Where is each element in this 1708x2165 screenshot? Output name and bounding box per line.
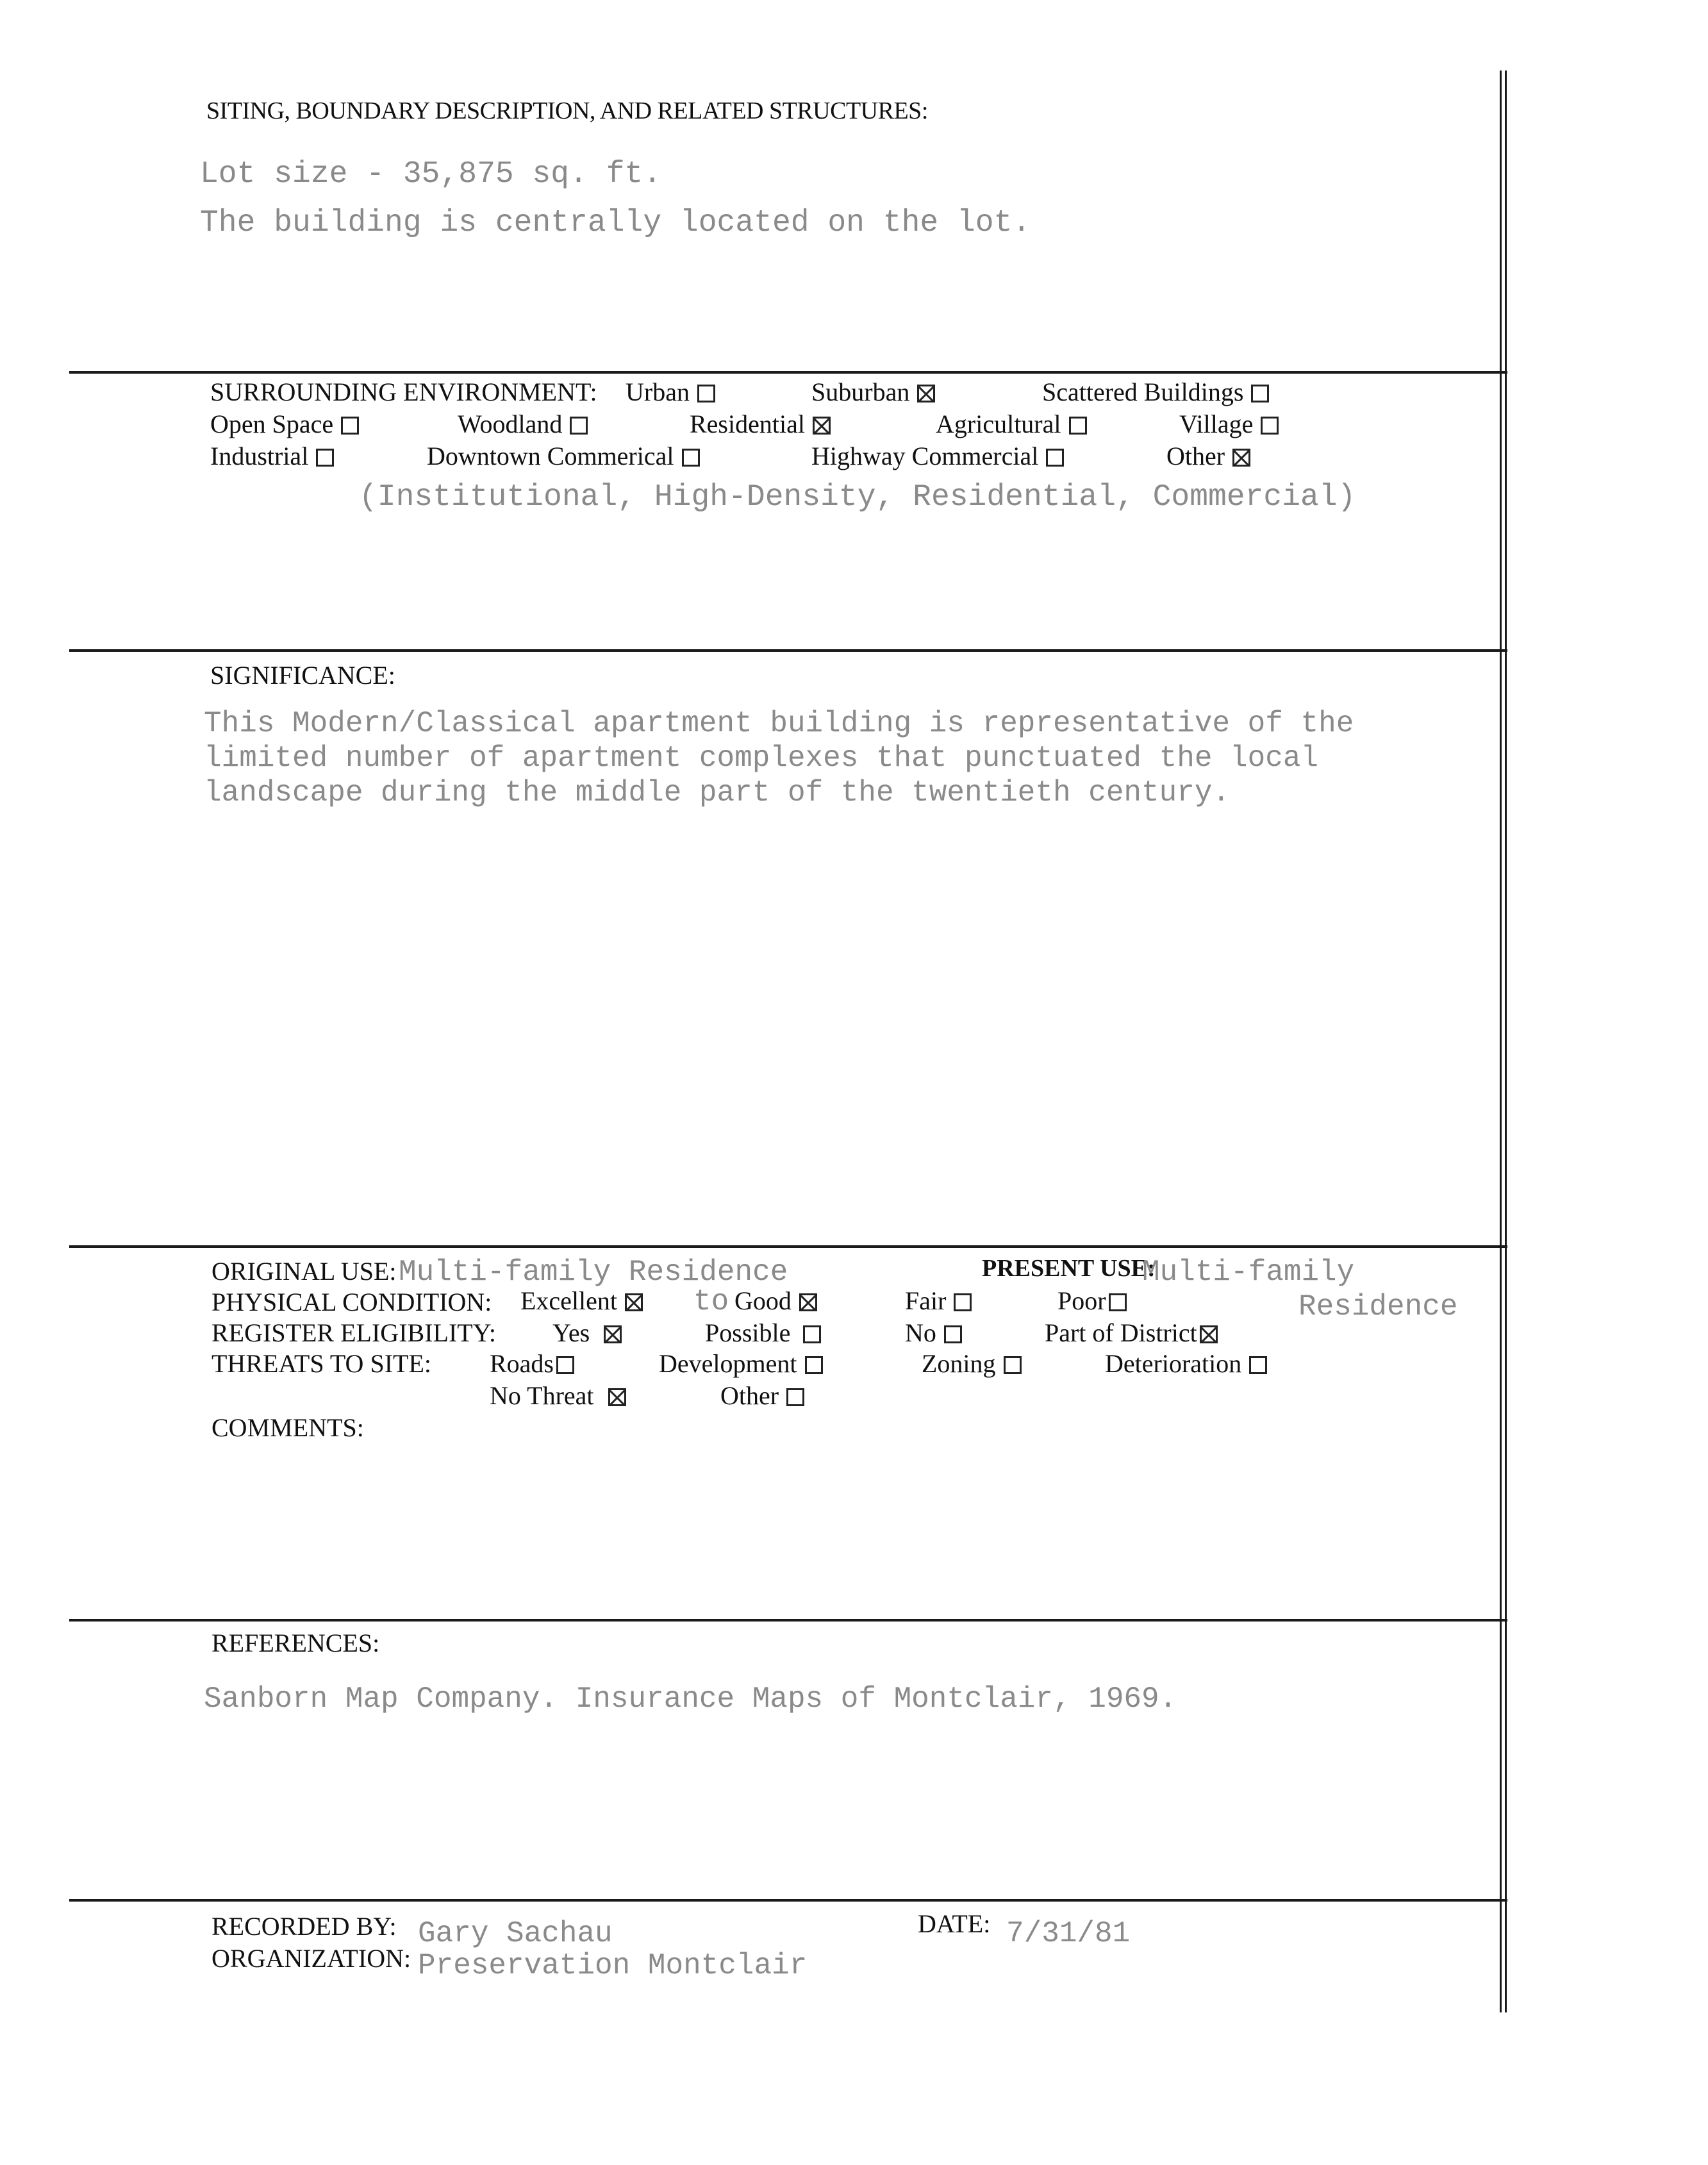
condition-fair[interactable]: Fair <box>905 1286 972 1316</box>
scattered-checkbox[interactable] <box>1251 385 1269 402</box>
references-text: Sanborn Map Company. Insurance Maps of Montclair, 1969. <box>204 1682 1177 1716</box>
env-option-highway[interactable]: Highway Commercial <box>811 441 1064 472</box>
eligibility-no[interactable]: No <box>905 1318 962 1348</box>
village-checkbox[interactable] <box>1261 417 1279 435</box>
urban-checkbox[interactable] <box>697 385 715 402</box>
organization-value: Preservation Montclair <box>418 1949 808 1982</box>
excellent-checkbox[interactable] <box>625 1293 643 1311</box>
eligibility-district[interactable]: Part of District <box>1045 1318 1218 1348</box>
development-checkbox[interactable] <box>805 1356 823 1374</box>
roads-checkbox[interactable] <box>556 1356 574 1374</box>
eligibility-possible[interactable]: Possible <box>705 1318 821 1348</box>
threat-other-checkbox[interactable] <box>786 1388 804 1406</box>
physical-condition-label: PHYSICAL CONDITION: <box>211 1288 492 1316</box>
divider-use <box>69 1619 1507 1622</box>
yes-checkbox[interactable] <box>604 1325 622 1343</box>
env-option-residential[interactable]: Residential <box>690 409 831 440</box>
poor-checkbox[interactable] <box>1109 1293 1127 1311</box>
threat-roads[interactable]: Roads <box>490 1348 574 1379</box>
threat-zoning[interactable]: Zoning <box>922 1348 1022 1379</box>
suburban-checkbox[interactable] <box>917 385 935 402</box>
threats-label: THREATS TO SITE: <box>211 1349 431 1378</box>
siting-heading: SITING, BOUNDARY DESCRIPTION, AND RELATED STRUCTURES: <box>206 97 928 124</box>
recorded-by-value: Gary Sachau <box>418 1917 613 1950</box>
present-use-value-line2: Residence <box>1298 1290 1458 1323</box>
date-label: DATE: <box>918 1909 991 1938</box>
recorded-by-label: RECORDED BY: <box>211 1912 397 1941</box>
other-checkbox[interactable] <box>1232 449 1250 467</box>
significance-heading: SIGNIFICANCE: <box>210 661 395 690</box>
siting-line: The building is centrally located on the lot. <box>200 206 1031 240</box>
industrial-checkbox[interactable] <box>316 449 334 467</box>
threat-no-threat[interactable]: No Threat <box>490 1381 626 1411</box>
divider-siting <box>69 371 1507 374</box>
residential-checkbox[interactable] <box>813 417 831 435</box>
condition-poor[interactable]: Poor <box>1057 1286 1127 1316</box>
env-option-industrial[interactable]: Industrial <box>210 441 334 472</box>
env-option-suburban[interactable]: Suburban <box>811 377 935 408</box>
deterioration-checkbox[interactable] <box>1249 1356 1267 1374</box>
good-checkbox[interactable] <box>799 1293 817 1311</box>
significance-text <box>204 706 1354 810</box>
significance-line: landscape during the middle part of the twentieth century. <box>204 776 1231 809</box>
date-value: 7/31/81 <box>1006 1917 1131 1950</box>
present-use-label: PRESENT USE: <box>982 1255 1156 1282</box>
env-option-urban[interactable]: Urban <box>626 377 715 408</box>
siting-line: Lot size - 35,875 sq. ft. <box>200 157 662 192</box>
env-option-agricultural[interactable]: Agricultural <box>936 409 1087 440</box>
significance-line: This Modern/Classical apartment building is representative of the <box>204 707 1354 740</box>
env-option-open-space[interactable]: Open Space <box>210 409 359 440</box>
threat-deterioration[interactable]: Deterioration <box>1105 1348 1267 1379</box>
condition-good[interactable]: Good <box>734 1286 817 1316</box>
threat-other[interactable]: Other <box>720 1381 804 1411</box>
downtown-checkbox[interactable] <box>682 449 700 467</box>
divider-significance <box>69 1245 1507 1248</box>
register-eligibility-label: REGISTER ELIGIBILITY: <box>211 1318 497 1347</box>
fair-checkbox[interactable] <box>954 1293 972 1311</box>
no-checkbox[interactable] <box>944 1325 962 1343</box>
district-checkbox[interactable] <box>1200 1325 1218 1343</box>
open-space-checkbox[interactable] <box>341 417 359 435</box>
zoning-checkbox[interactable] <box>1004 1356 1022 1374</box>
right-border-line-inner <box>1505 71 1507 2012</box>
organization-label: ORGANIZATION: <box>211 1944 411 1973</box>
environment-heading: SURROUNDING ENVIRONMENT: <box>210 377 597 406</box>
no-threat-checkbox[interactable] <box>608 1388 626 1406</box>
divider-environment <box>69 649 1507 652</box>
threat-development[interactable]: Development <box>659 1348 823 1379</box>
right-border-line <box>1500 71 1502 2012</box>
significance-line: limited number of apartment complexes that punctuated the local <box>204 742 1319 775</box>
eligibility-yes[interactable]: Yes <box>552 1318 622 1348</box>
env-option-other[interactable]: Other <box>1166 441 1250 472</box>
environment-other-note: (Institutional, High-Density, Residential, Commercial) <box>359 480 1356 515</box>
env-option-downtown[interactable]: Downtown Commerical <box>427 441 700 472</box>
siting-text <box>200 156 1031 240</box>
original-use-label: ORIGINAL USE: <box>211 1257 397 1286</box>
present-use-value: Multi-family <box>1142 1256 1355 1289</box>
highway-checkbox[interactable] <box>1046 449 1064 467</box>
possible-checkbox[interactable] <box>803 1325 821 1343</box>
condition-excellent[interactable]: Excellent <box>520 1286 643 1316</box>
original-use-value: Multi-family Residence <box>399 1256 788 1289</box>
divider-references <box>69 1899 1507 1902</box>
env-option-woodland[interactable]: Woodland <box>458 409 588 440</box>
condition-to: to <box>693 1285 729 1318</box>
agricultural-checkbox[interactable] <box>1069 417 1087 435</box>
woodland-checkbox[interactable] <box>570 417 588 435</box>
env-option-village[interactable]: Village <box>1179 409 1279 440</box>
comments-label: COMMENTS: <box>211 1413 364 1442</box>
references-heading: REFERENCES: <box>211 1629 380 1657</box>
env-option-scattered[interactable]: Scattered Buildings <box>1042 377 1269 408</box>
